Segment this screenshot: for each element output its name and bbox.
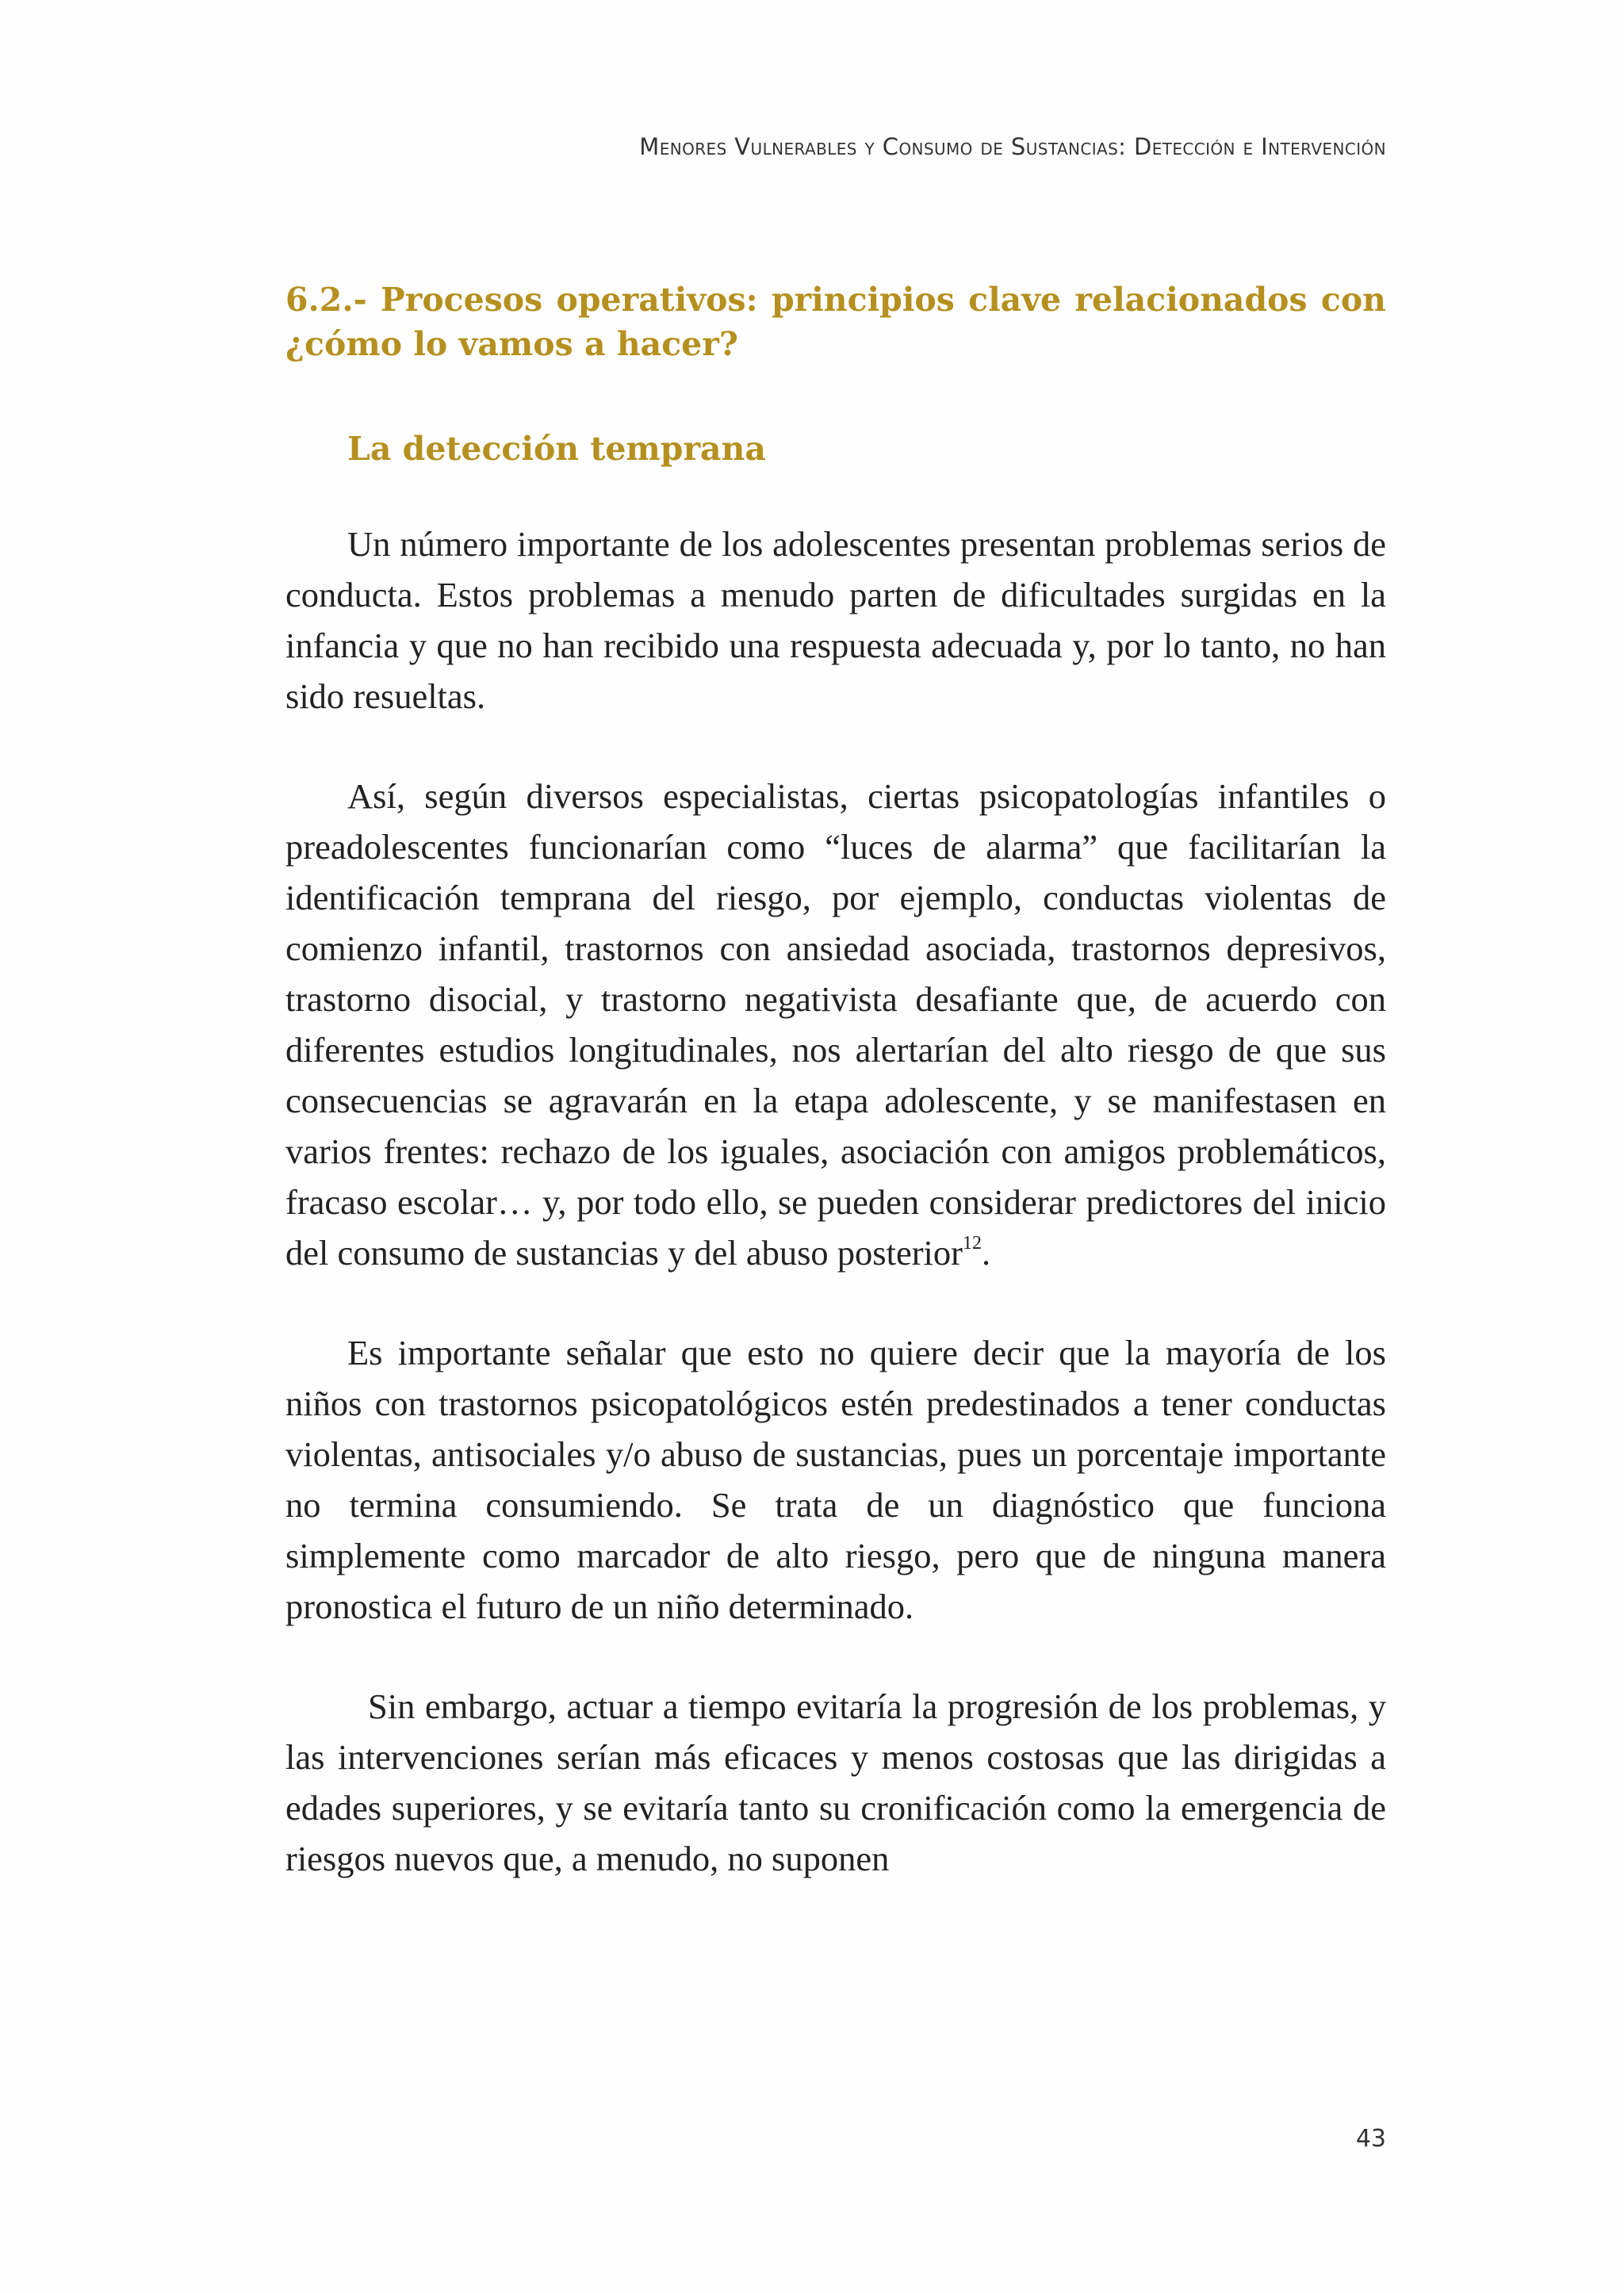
page-content xyxy=(285,278,1386,1884)
section-title: 6.2.- Procesos operativos: principios clave relacionados con ¿cómo lo vamos a hacer? xyxy=(285,281,1386,363)
paragraph-2-text: Así, según diversos especialistas, ciertas psicopatologías infantiles o preadolescentes funcionarían como “luces de alarma” que facilitarían la identificación temprana del riesgo, por ejemplo, conductas violentas de comienzo infantil, trastornos con ansiedad asociada, trastornos depresivos, trastorno disocial, y trastorno negativista desafiante que, de acuerdo con diferentes estudios longitudinales, nos alertarían del alto riesgo de que sus consecuencias se agravarán en la etapa adolescente, y se manifestasen en varios frentes: rechazo de los iguales, asociación con amigos problemáticos, fracaso escolar… y, por todo ello, se pueden considerar predictores del inicio del consumo de sustancias y del abuso posterior xyxy=(285,776,1386,1273)
running-header: Menores Vulnerables y Consumo de Sustancias: Detección e Intervención xyxy=(639,133,1386,160)
page-number: 43 xyxy=(1355,2125,1386,2153)
subsection-title: La detección temprana xyxy=(347,430,766,468)
footnote-reference: 12 xyxy=(962,1233,982,1254)
paragraph-2-end: . xyxy=(981,1233,991,1273)
paragraph-3: Es importante señalar que esto no quiere decir que la mayoría de los niños con trastornos psicopatológicos estén predestinados a tener conductas violentas, antisociales y/o abuso de sustancias, pues un porcentaje importante no termina consumiendo. Se trata de un diagnóstico que funciona simplemente como marcador de alto riesgo, pero que de ninguna manera pronostica el futuro de un niño determinado. xyxy=(285,1333,1386,1626)
paragraph-1: Un número importante de los adolescentes presentan problemas serios de conducta. Estos problemas a menudo parten de dificultades surgidas en la infancia y que no han recibido una respuesta adecuada y, por lo tanto, no han sido resueltas. xyxy=(285,524,1386,716)
paragraph-4: Sin embargo, actuar a tiempo evitaría la progresión de los problemas, y las intervenciones serían más eficaces y menos costosas que las dirigidas a edades superiores, y se evitaría tanto su cronificación como la emergencia de riesgos nuevos que, a menudo, no suponen xyxy=(285,1686,1386,1878)
paragraph-2 xyxy=(285,771,1386,1278)
